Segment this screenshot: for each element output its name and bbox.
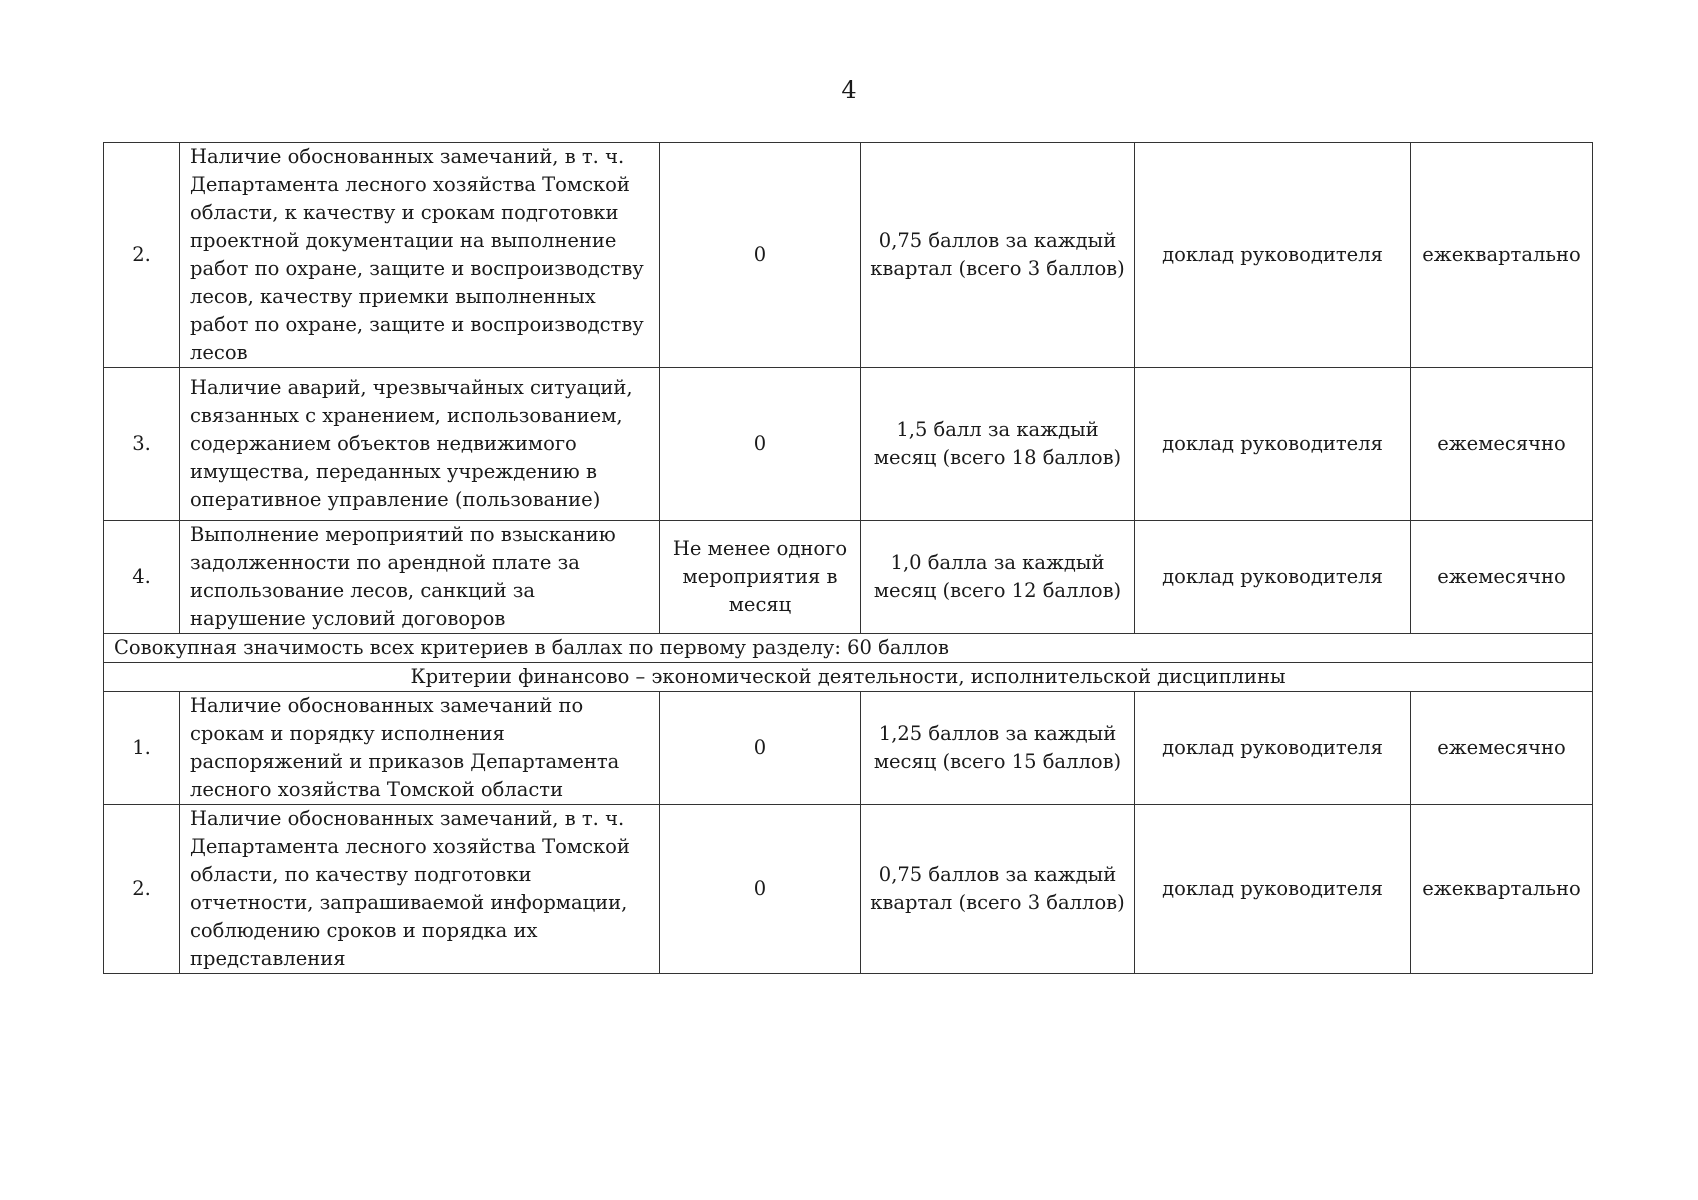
criterion-period: ежемесячно (1411, 692, 1593, 805)
row-number: 1. (104, 692, 180, 805)
table-row (104, 805, 1593, 974)
criterion-description: Наличие обоснованных замечаний, в т. ч. Департамента лесного хозяйства Томской области, к качеству и срокам подготовки проектной документации на выполнение работ по охране, защите и воспроизводству лесов, качеству приемки выполненных работ по охране, защите и воспроизводству лесов (180, 143, 660, 368)
row-number: 4. (104, 521, 180, 634)
criterion-description: Наличие обоснованных замечаний, в т. ч. Департамента лесного хозяйства Томской области, по качеству подготовки отчетности, запрашиваемой информации, соблюдению сроков и порядка их представления (180, 805, 660, 974)
criterion-points: 0,75 баллов за каждый квартал (всего 3 баллов) (861, 143, 1135, 368)
criterion-value: 0 (660, 692, 861, 805)
row-number: 2. (104, 143, 180, 368)
criterion-value: 0 (660, 805, 861, 974)
summary-row (104, 634, 1593, 663)
criterion-points: 1,5 балл за каждый месяц (всего 18 баллов) (861, 368, 1135, 521)
criteria-table (103, 142, 1593, 974)
criterion-source: доклад руководителя (1135, 368, 1411, 521)
criterion-points: 1,0 балла за каждый месяц (всего 12 баллов) (861, 521, 1135, 634)
table-row (104, 143, 1593, 368)
table-row (104, 692, 1593, 805)
row-number: 3. (104, 368, 180, 521)
criterion-source: доклад руководителя (1135, 143, 1411, 368)
criterion-period: ежеквартально (1411, 805, 1593, 974)
criterion-source: доклад руководителя (1135, 521, 1411, 634)
table-row (104, 521, 1593, 634)
section-title: Критерии финансово – экономической деятельности, исполнительской дисциплины (104, 663, 1593, 692)
criterion-value: 0 (660, 368, 861, 521)
criterion-points: 1,25 баллов за каждый месяц (всего 15 баллов) (861, 692, 1135, 805)
criterion-value: 0 (660, 143, 861, 368)
criterion-period: ежемесячно (1411, 521, 1593, 634)
criterion-points: 0,75 баллов за каждый квартал (всего 3 баллов) (861, 805, 1135, 974)
criterion-source: доклад руководителя (1135, 805, 1411, 974)
criterion-description: Наличие обоснованных замечаний по срокам и порядку исполнения распоряжений и приказов Департамента лесного хозяйства Томской области (180, 692, 660, 805)
criterion-description: Выполнение мероприятий по взысканию задолженности по арендной плате за использование лесов, санкций за нарушение условий договоров (180, 521, 660, 634)
table-row (104, 368, 1593, 521)
criterion-description: Наличие аварий, чрезвычайных ситуаций, связанных с хранением, использованием, содержанием объектов недвижимого имущества, переданных учреждению в оперативное управление (пользование) (180, 368, 660, 521)
criterion-period: ежеквартально (1411, 143, 1593, 368)
criterion-period: ежемесячно (1411, 368, 1593, 521)
criterion-source: доклад руководителя (1135, 692, 1411, 805)
page-number: 4 (841, 76, 857, 104)
section-summary: Совокупная значимость всех критериев в баллах по первому разделу: 60 баллов (104, 634, 1593, 663)
criterion-value: Не менее одного мероприятия в месяц (660, 521, 861, 634)
section-header-row (104, 663, 1593, 692)
row-number: 2. (104, 805, 180, 974)
